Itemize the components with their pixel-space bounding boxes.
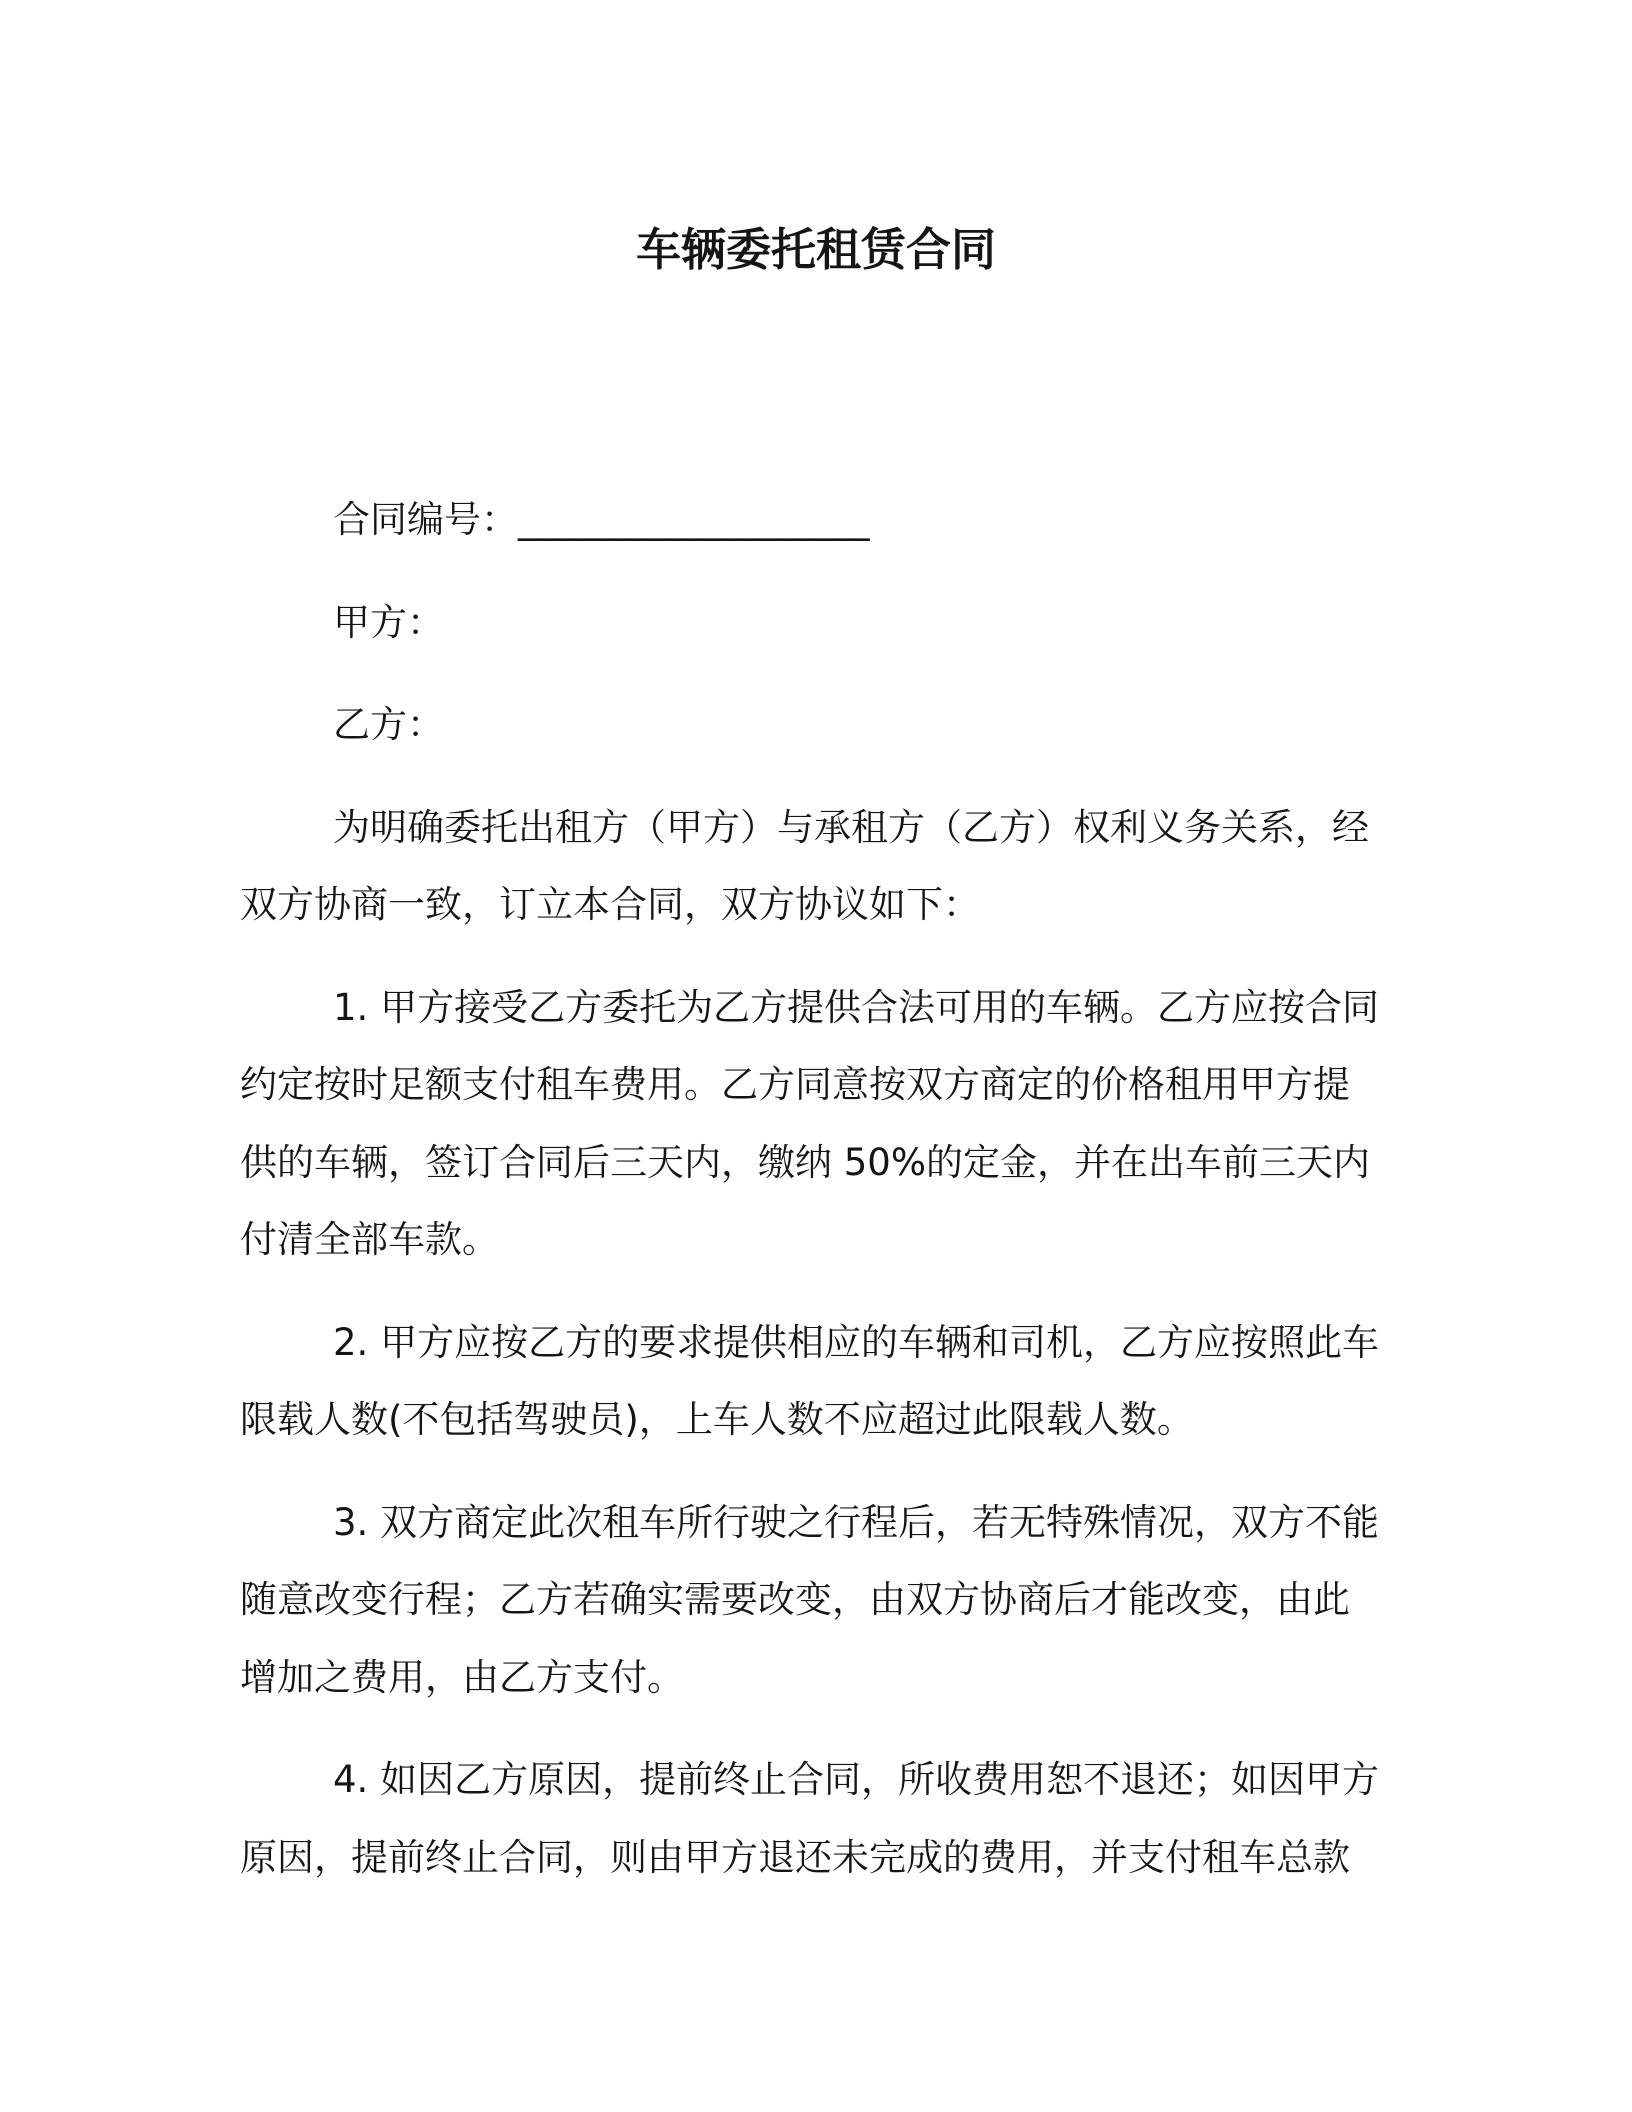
party-b-field bbox=[240, 686, 1400, 764]
party-b-label: 乙方： bbox=[333, 703, 444, 746]
document-body bbox=[240, 481, 1400, 1921]
clause-3 bbox=[240, 1484, 1400, 1717]
paragraph-line: 1. 甲方接受乙方委托为乙方提供合法可用的车辆。乙方应按合同 bbox=[333, 985, 1380, 1029]
party-a-label: 甲方： bbox=[333, 600, 444, 644]
document-title: 车辆委托租赁合同 bbox=[635, 223, 996, 276]
contract-number-label: 合同编号：___________________ bbox=[333, 498, 870, 541]
paragraph-line: 4. 如因乙方原因，提前终止合同，所收费用恕不退还；如因甲方 bbox=[333, 1758, 1380, 1801]
contract-number-field bbox=[240, 481, 1400, 559]
paragraph-line: 限载人数(不包括驾驶员)，上车人数不应超过此限载人数。 bbox=[240, 1398, 1194, 1441]
paragraph-line: 付清全部车款。 bbox=[240, 1218, 499, 1261]
paragraph-line: 供的车辆，签订合同后三天内，缴纳 50%的定金，并在出车前三天内 bbox=[240, 1140, 1370, 1184]
paragraph-line: 原因，提前终止合同，则由甲方退还未完成的费用，并支付租车总款 bbox=[240, 1835, 1350, 1879]
clause-1 bbox=[240, 969, 1400, 1279]
paragraph-line: 3. 双方商定此次租车所行驶之行程后，若无特殊情况，双方不能 bbox=[333, 1500, 1380, 1544]
preamble-paragraph bbox=[240, 789, 1400, 944]
paragraph-line: 约定按时足额支付租车费用。乙方同意按双方商定的价格租用甲方提 bbox=[240, 1063, 1350, 1106]
clause-2 bbox=[240, 1304, 1400, 1459]
paragraph-line: 增加之费用，由乙方支付。 bbox=[240, 1655, 684, 1699]
paragraph-line: 2. 甲方应按乙方的要求提供相应的车辆和司机，乙方应按照此车 bbox=[333, 1320, 1380, 1364]
paragraph-line: 随意改变行程；乙方若确实需要改变，由双方协商后才能改变，由此 bbox=[240, 1578, 1350, 1621]
paragraph-line: 双方协商一致，订立本合同，双方协议如下： bbox=[240, 883, 980, 926]
paragraph-line: 为明确委托出租方（甲方）与承租方（乙方）权利义务关系，经 bbox=[333, 805, 1369, 849]
clause-4 bbox=[240, 1741, 1400, 1896]
party-a-field bbox=[240, 584, 1400, 662]
